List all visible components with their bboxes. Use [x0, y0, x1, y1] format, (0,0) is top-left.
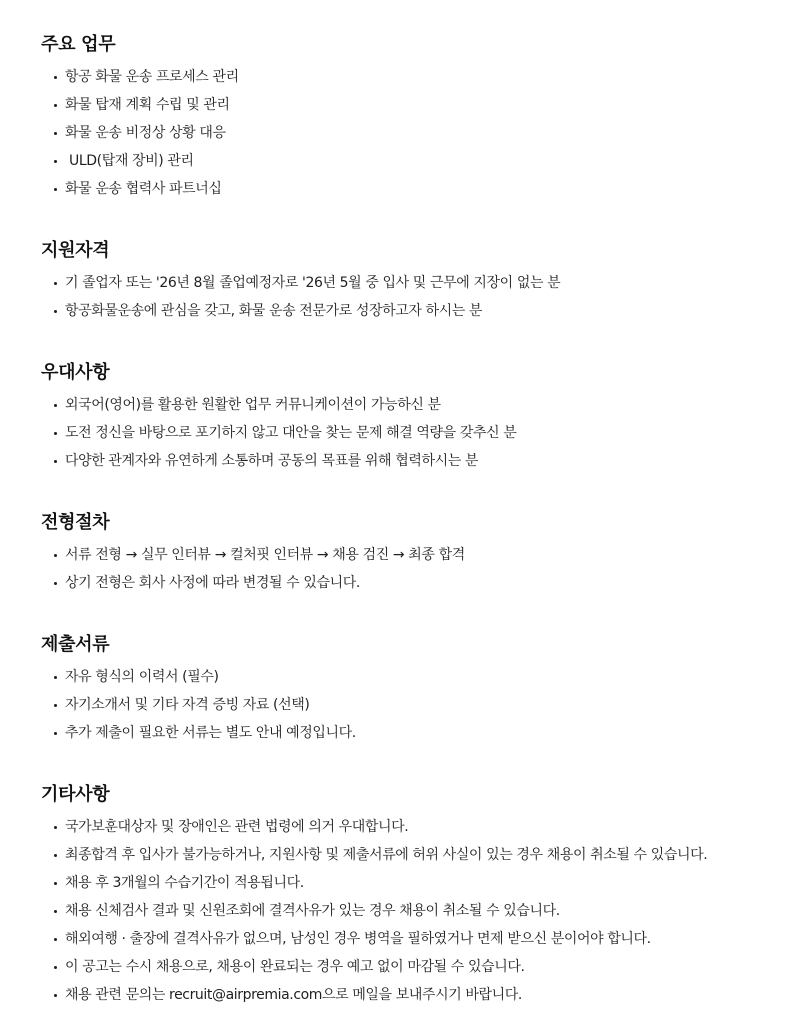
list-item-text: 최종합격 후 입사가 불가능하거나, 지원사항 및 제출서류에 허위 사실이 있는 경우 채용이 취소될 수 있습니다.: [65, 847, 708, 863]
section-title: 지원자격: [41, 240, 110, 261]
list-item: [41, 391, 812, 419]
list-item: [41, 981, 812, 1009]
bullet-dot: [54, 732, 57, 735]
duties-list: [41, 63, 812, 203]
list-item: [41, 813, 812, 841]
list-item-text: 화물 운송 비정상 상황 대응: [65, 125, 226, 141]
bullet-dot: [54, 188, 57, 191]
list-item: [41, 63, 812, 91]
section-hiring-process: [41, 511, 812, 597]
documents-list: [41, 663, 812, 747]
list-item: [41, 541, 812, 569]
bullet-dot: [54, 404, 57, 407]
list-item: [41, 869, 812, 897]
bullet-dot: [54, 160, 57, 163]
list-item: [41, 691, 812, 719]
list-item: [41, 719, 812, 747]
notes-list: [41, 813, 812, 1009]
bullet-dot: [54, 704, 57, 707]
bullet-dot: [54, 282, 57, 285]
preferred-list: [41, 391, 812, 475]
list-item: [41, 297, 812, 325]
section-other-notes: [41, 783, 812, 1009]
list-item-text: 서류 전형 → 실무 인터뷰 → 컬처핏 인터뷰 → 채용 검진 → 최종 합격: [65, 547, 465, 563]
bullet-dot: [54, 432, 57, 435]
list-item: [41, 569, 812, 597]
list-item-text: 화물 탑재 계획 수립 및 관리: [65, 97, 230, 113]
bullet-dot: [54, 910, 57, 913]
list-item: [41, 897, 812, 925]
list-item-text: 기 졸업자 또는 '26년 8월 졸업예정자로 '26년 5월 중 입사 및 근무에 지장이 없는 분: [65, 275, 561, 291]
list-item: [41, 953, 812, 981]
bullet-dot: [54, 582, 57, 585]
section-preferred: [41, 361, 812, 475]
section-documents: [41, 633, 812, 747]
bullet-dot: [54, 76, 57, 79]
bullet-dot: [54, 882, 57, 885]
list-item-text: 추가 제출이 필요한 서류는 별도 안내 예정입니다.: [65, 725, 356, 741]
bullet-dot: [54, 826, 57, 829]
section-title: 제출서류: [41, 634, 110, 655]
section-main-duties: [41, 33, 812, 203]
list-item-text: 외국어(영어)를 활용한 원활한 업무 커뮤니케이션이 가능하신 분: [65, 397, 441, 413]
bullet-dot: [54, 966, 57, 969]
section-title: 기타사항: [41, 784, 110, 805]
list-item-text: 채용 관련 문의는 recruit@airpremia.com으로 메일을 보내주시기 바랍니다.: [65, 987, 522, 1003]
list-item: [41, 841, 812, 869]
list-item-text: 항공화물운송에 관심을 갖고, 화물 운송 전문가로 성장하고자 하시는 분: [65, 303, 483, 319]
list-item-text: 항공 화물 운송 프로세스 관리: [65, 69, 239, 85]
bullet-dot: [54, 104, 57, 107]
qualifications-list: [41, 269, 812, 325]
list-item: [41, 91, 812, 119]
list-item-text: 화물 운송 협력사 파트너십: [65, 181, 222, 197]
list-item: [41, 419, 812, 447]
list-item: [41, 269, 812, 297]
list-item-text: 상기 전형은 회사 사정에 따라 변경될 수 있습니다.: [65, 575, 360, 591]
list-item-text: 자유 형식의 이력서 (필수): [65, 669, 219, 685]
list-item-text: 채용 신체검사 결과 및 신원조회에 결격사유가 있는 경우 채용이 취소될 수 있습니다.: [65, 903, 560, 919]
bullet-dot: [54, 310, 57, 313]
list-item-text: 채용 후 3개월의 수습기간이 적용됩니다.: [65, 875, 304, 891]
list-item-text: 해외여행 · 출장에 결격사유가 없으며, 남성인 경우 병역을 필하였거나 면제 받으신 분이어야 합니다.: [65, 931, 651, 947]
bullet-dot: [54, 554, 57, 557]
section-title: 전형절차: [41, 512, 110, 533]
list-item: [41, 447, 812, 475]
list-item-text: 도전 정신을 바탕으로 포기하지 않고 대안을 찾는 문제 해결 역량을 갖추신 분: [65, 425, 517, 441]
list-item-text: 자기소개서 및 기타 자격 증빙 자료 (선택): [65, 697, 310, 713]
list-item-text: ULD(탑재 장비) 관리: [65, 153, 194, 169]
bullet-dot: [54, 460, 57, 463]
bullet-dot: [54, 854, 57, 857]
list-item: [41, 175, 812, 203]
section-qualifications: [41, 239, 812, 325]
section-title: 주요 업무: [41, 34, 116, 55]
section-title: 우대사항: [41, 362, 110, 383]
list-item: [41, 925, 812, 953]
bullet-dot: [54, 994, 57, 997]
bullet-dot: [54, 676, 57, 679]
list-item-text: 다양한 관계자와 유연하게 소통하며 공동의 목표를 위해 협력하시는 분: [65, 453, 478, 469]
list-item-text: 국가보훈대상자 및 장애인은 관련 법령에 의거 우대합니다.: [65, 819, 409, 835]
process-list: [41, 541, 812, 597]
list-item: [41, 147, 812, 175]
list-item: [41, 663, 812, 691]
bullet-dot: [54, 938, 57, 941]
list-item-text: 이 공고는 수시 채용으로, 채용이 완료되는 경우 예고 없이 마감될 수 있습니다.: [65, 959, 525, 975]
list-item: [41, 119, 812, 147]
bullet-dot: [54, 132, 57, 135]
